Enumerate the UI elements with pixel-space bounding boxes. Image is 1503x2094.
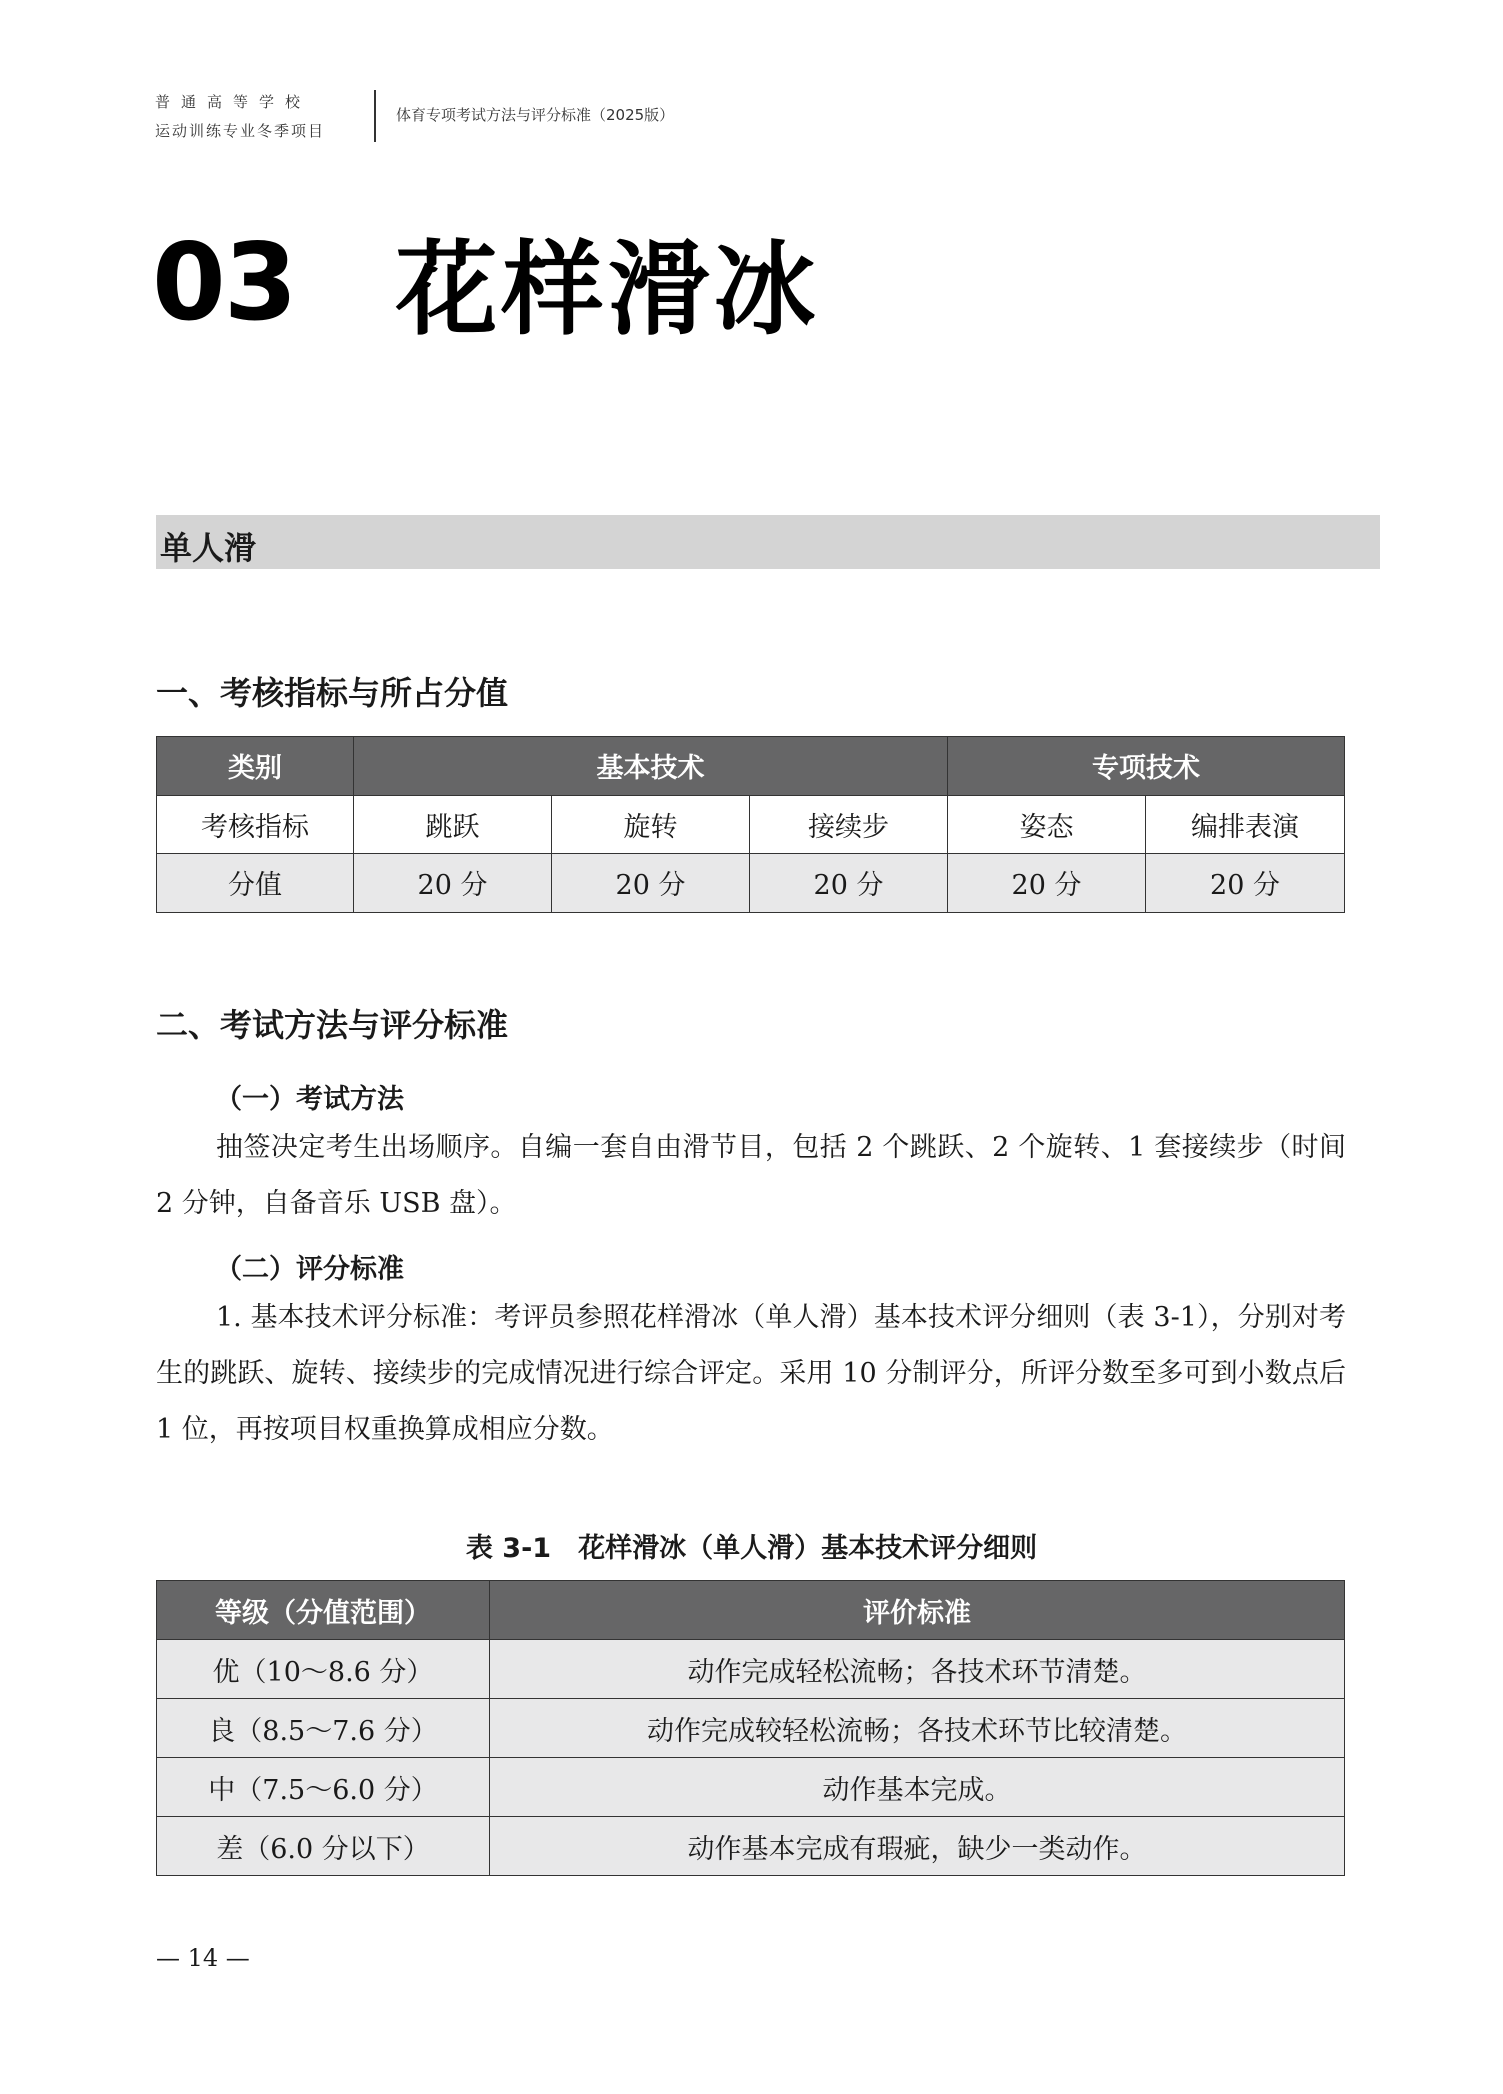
- chapter-title: 花样滑冰: [395, 231, 820, 350]
- paragraph: [156, 1120, 1346, 1232]
- table-cell: 接续步: [750, 795, 948, 854]
- table-header-cell: 类别: [157, 737, 354, 796]
- grade-cell: 良（8.5～7.6 分）: [157, 1699, 490, 1758]
- grade-cell: 中（7.5～6.0 分）: [157, 1758, 490, 1817]
- header-line-2: 运动训练专业冬季项目: [155, 122, 326, 140]
- subsection-heading: （二）评分标准: [215, 1254, 404, 1285]
- criteria-cell: 动作基本完成有瑕疵，缺少一类动作。: [490, 1817, 1345, 1876]
- table-caption: 表 3-1 花样滑冰（单人滑）基本技术评分细则: [465, 1533, 1038, 1564]
- table-row: [157, 854, 1345, 913]
- part1-heading: 一、考核指标与所占分值: [156, 674, 509, 712]
- part2-heading: 二、考试方法与评分标准: [156, 1006, 509, 1044]
- table-cell: 考核指标: [157, 795, 354, 854]
- table-header-row: [157, 1581, 1345, 1640]
- table-cell: 姿态: [948, 795, 1146, 854]
- table-cell: 20 分: [750, 854, 948, 913]
- table-header-cell: 基本技术: [354, 737, 948, 796]
- table-cell: 20 分: [948, 854, 1146, 913]
- table-cell: 旋转: [552, 795, 750, 854]
- grade-cell: 优（10～8.6 分）: [157, 1640, 490, 1699]
- table-cell: 20 分: [354, 854, 552, 913]
- table-header-row: [157, 737, 1345, 796]
- table-row: [157, 1758, 1345, 1817]
- criteria-cell: 动作完成较轻松流畅；各技术环节比较清楚。: [490, 1699, 1345, 1758]
- table-row: [157, 795, 1345, 854]
- page-number: — 14 —: [156, 1944, 250, 1972]
- grade-cell: 差（6.0 分以下）: [157, 1817, 490, 1876]
- section-bar: [156, 515, 1380, 569]
- header-divider: [374, 90, 376, 142]
- table-row: [157, 1817, 1345, 1876]
- indicator-table: [156, 736, 1345, 913]
- table-cell: 分值: [157, 854, 354, 913]
- paragraph-text: 抽签决定考生出场顺序。自编一套自由滑节目，包括 2 个跳跃、2 个旋转、1 套接续步（时间 2 分钟，自备音乐 USB 盘）。: [156, 1132, 1346, 1219]
- chapter-heading: [152, 212, 820, 352]
- table-cell: 跳跃: [354, 795, 552, 854]
- table-header-cell: 评价标准: [490, 1581, 1345, 1640]
- subsection-heading: （一）考试方法: [215, 1084, 404, 1115]
- table-header-cell: 专项技术: [948, 737, 1345, 796]
- criteria-cell: 动作完成轻松流畅；各技术环节清楚。: [490, 1640, 1345, 1699]
- paragraph-text: 1. 基本技术评分标准：考评员参照花样滑冰（单人滑）基本技术评分细则（表 3-1），分别对考生的跳跃、旋转、接续步的完成情况进行综合评定。采用 10 分制评分，所评分数至多可到小数点后 1 位，再按项目权重换算成相应分数。: [156, 1302, 1346, 1445]
- section-title: 单人滑: [160, 529, 257, 567]
- table-row: [157, 1640, 1345, 1699]
- table-cell: 20 分: [1146, 854, 1345, 913]
- paragraph: [156, 1290, 1346, 1458]
- table-cell: 20 分: [552, 854, 750, 913]
- table-cell: 编排表演: [1146, 795, 1345, 854]
- table-row: [157, 1699, 1345, 1758]
- scoring-table: [156, 1580, 1345, 1876]
- table-header-cell: 等级（分值范围）: [157, 1581, 490, 1640]
- running-header-left: [155, 88, 355, 146]
- header-line-1: 普通高等学校: [155, 93, 312, 111]
- criteria-cell: 动作基本完成。: [490, 1758, 1345, 1817]
- running-header-right: 体育专项考试方法与评分标准（2025版）: [396, 106, 675, 124]
- chapter-number: 03: [152, 220, 296, 344]
